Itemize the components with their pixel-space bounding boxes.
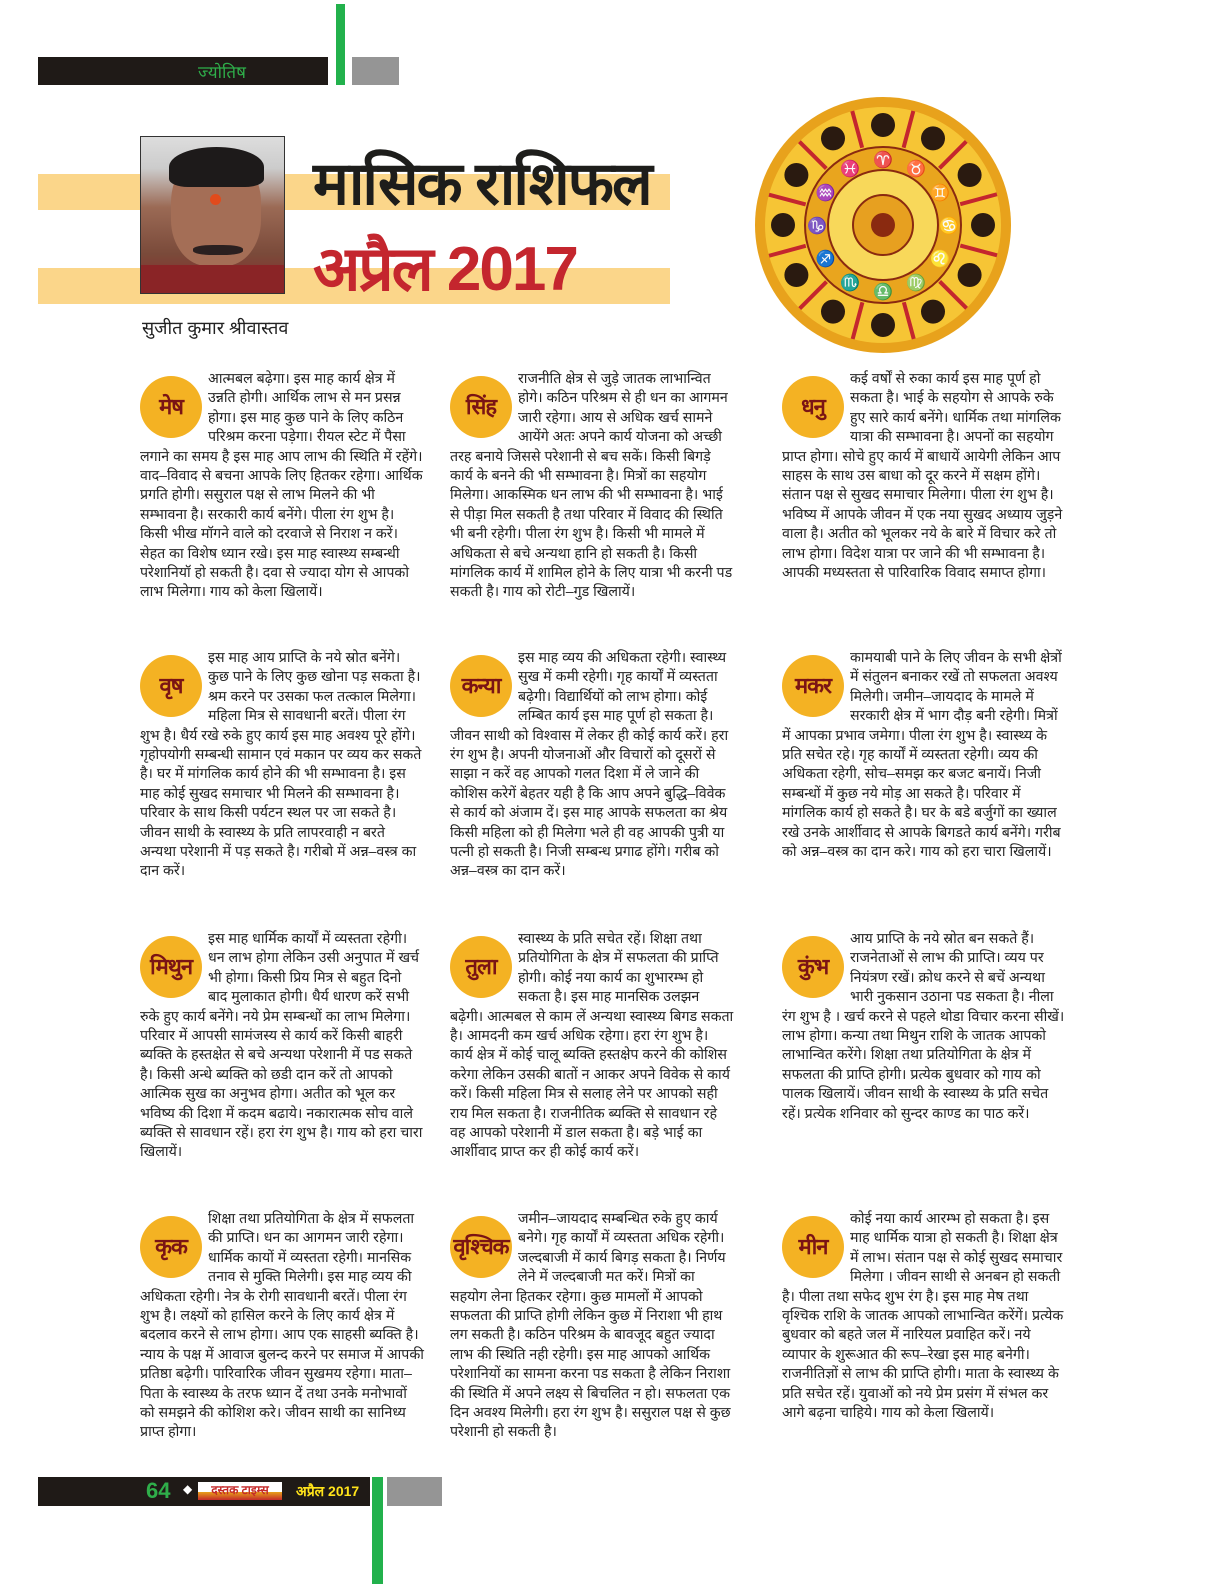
sign-text: शिक्षा तथा प्रतियोगिता के क्षेत्र में सफलता की प्राप्ति। धन का आगमन जारी रहेगा। धार्मिक कायों में व्यस्तता रहेगी। मानसिक तनाव से मुक्ति मिलेगी। इस माह व्यय की अधिकता रहेगी। नेत्र के रोगी सावधानी बरतें। पीला रंग शुभ है। लक्ष्यों को हासिल करने के लिए कार्य क्षेत्र में बदलाव करने से लाभ होगा। आप एक साहसी ब्यक्ति है। न्याय के पक्ष में आवाज बुलन्द करने पर समाज में आपकी प्रतिष्ठा बढ़ेगी। पारिवारिक जीवन सुखमय रहेगा। माता–पिता के स्वास्थ्य के तरफ ध्यान दें तथा उनके मनोभावों को समझने की कोशिश करे। जीवन साथी का सानिध्य प्राप्त होगा। (140, 1211, 424, 1441)
zodiac-symbol-icon: ♑ (807, 218, 827, 235)
sign-text: राजनीति क्षेत्र से जुड़े जातक लाभान्वित होगे। कठिन परिश्रम से ही धन का आगमन जारी रहेगा। आय से अधिक खर्च सामने आयेंगे अतः अपने कार्य योजना को अच्छी तरह बनाये जिससे परेशानी से बच सकें। किसी बिगड़े कार्य के बनने की भी सम्भावना है। मित्रों का सहयोग मिलेगा। आकस्मिक धन लाभ की भी सम्भावना है। भाई से पीड़ा मिल सकती है तथा परिवार में विवाद की स्थिति भी बनी रहेगी। पीला रंग शुभ है। किसी भी मामले में अधिकता से बचे अन्यथा हानि हो सकती है। किसी मांगलिक कार्य में शामिल होने के लिए यात्रा भी करनी पड सकती है। गाय को रोटी–गुड खिलायें। (450, 371, 733, 601)
sign-text: कई वर्षों से रुका कार्य इस माह पूर्ण हो सकता है। भाई के सहयोग से आपके रुके हुए सारे कार्य बनेंगे। धार्मिक तथा मांगलिक यात्रा की सम्भावना है। अपनों का सहयोग प्राप्त होगा। सोचे हुए कार्य में बाधायें आयेगी लेकिन आप साहस के साथ उस बाधा को दूर करने में सक्षम होंगे। संतान पक्ष से सुखद समाचार मिलेगा। पीला रंग शुभ है। भविष्य में आपके जीवन में एक नया सुखद अध्याय जुड़ने वाला है। अतीत को भूलकर नये के बारे में विचार करे तो लाभ होगा। विदेश यात्रा पर जाने की भी सम्भावना है। आपकी मध्यस्तता से पारिवारिक विवाद समाप्त होगा। (782, 371, 1063, 582)
zodiac-figure-icon (921, 300, 945, 324)
zodiac-symbol-icon: ♌ (930, 251, 951, 268)
zodiac-symbol-icon: ♏ (840, 275, 860, 293)
zodiac-symbol-icon: ♈ (873, 152, 893, 169)
section-bar (38, 57, 328, 85)
section-label: ज्योतिष (198, 63, 246, 82)
sign-text: आय प्राप्ति के नये स्रोत बन सकते हैं। राजनेताओं से लाभ की प्राप्ति। व्यय पर नियंत्रण रखें। क्रोध करने से बचें अन्यथा भारी नुकसान उठाना पड सकता है। नीला रंग शुभ है । खर्च करने से पहले थोडा विचार करना सीखें। लाभ होगा। कन्या तथा मिथुन राशि के जातक आपको लाभान्वित करेंगे। शिक्षा तथा प्रतियोगिता के क्षेत्र में सफलता की प्राप्ति होगी। प्रत्येक बुधवार को गाय को पालक खिलायें। जीवन साथी के स्वास्थ्य के प्रति सचेत रहें। प्रत्येक शनिवार को सुन्दर काण्ड का पाठ करें। (782, 931, 1065, 1122)
zodiac-symbol-icon: ♉ (906, 160, 926, 178)
sign-badge: धनु (782, 376, 844, 438)
sign-kark (140, 1210, 424, 1443)
sign-text: स्वास्थ्य के प्रति सचेत रहें। शिक्षा तथा प्रतियोगिता के क्षेत्र में सफलता की प्राप्ति होगी। कोई नया कार्य का शुभारम्भ हो सकता है। इस माह मानसिक उलझन बढ़ेगी। आत्मबल से काम लें अन्यथा स्वास्थ्य बिगड सकता है। आमदनी कम खर्च अधिक रहेगा। हरा रंग शुभ है। कार्य क्षेत्र में कोई चालू ब्यक्ति हस्तक्षेप करने की कोशिस करेगा लेकिन उसकी बातों न आकर अपने विवेक से कार्य करें। किसी महिला मित्र से सलाह लेने पर आपको सही राय मिल सकता है। राजनीतिक ब्यक्ति से सावधान रहे वह आपको परेशानी में डाल सकता है। बड़े भाई का आर्शीवाद प्राप्त कर ही कोई कार्य करें। (450, 931, 734, 1161)
zodiac-figure-icon (871, 313, 895, 337)
zodiac-symbol-icon: ♋ (939, 218, 959, 235)
zodiac-figure-icon (784, 263, 808, 287)
sign-text: आत्मबल बढ़ेगा। इस माह कार्य क्षेत्र में उन्नति होगी। आर्थिक लाभ से मन प्रसन्न होगा। इस माह कुछ पाने के लिए कठिन परिश्रम करना पड़ेगा। रीयल स्टेट में पैसा लगाने का समय है इस माह आप लाभ की स्थिति में रहेंगे। वाद–विवाद से बचना आपके लिए हितकर रहेगा। आर्थिक प्रगति होगी। ससुराल पक्ष से लाभ मिलने की भी सम्भावना है। सरकारी कार्य बनेंगे। पीला रंग शुभ है। किसी भीख मॉगने वाले को दरवाजे से निराश न करें। सेहत का विशेष ध्यान रखे। इस माह स्वास्थ्य सम्बन्धी परेशानियॉ हो सकती है। दवा से ज्यादा योग से आपको लाभ मिलेगा। गाय को केला खिलायें। (140, 371, 423, 601)
sign-text: जमीन–जायदाद सम्बन्धित रुके हुए कार्य बनेगे। गृह कार्यों में व्यस्तता अधिक रहेगी। जल्दबाजी में कार्य बिगड़ सकता है। निर्णय लेने में जल्दबाजी मत करें। मित्रों का सहयोग लेना हितकर रहेगा। कुछ मामलों में आपको सफलता की प्राप्ति होगी लेकिन कुछ में निराशा भी हाथ लग सकती है। कठिन परिश्रम के बावजूद बहुत ज्यादा लाभ की स्थिति नही रहेगी। इस माह आपको आर्थिक परेशानियों का सामना करना पड सकता है लेकिन निराशा की स्थिति में अपने लक्ष्य से बिचलित न हो। सफलता एक दिन अवश्य मिलेगी। हरा रंग शुभ है। ससुराल पक्ष से कुछ परेशानी हो सकती है। (450, 1211, 731, 1441)
sign-badge: सिंह (450, 376, 512, 438)
sign-badge: तुला (450, 936, 512, 998)
zodiac-figure-icon (921, 126, 945, 150)
zodiac-symbol-icon: ♍ (906, 275, 926, 293)
sign-text: कामयाबी पाने के लिए जीवन के सभी क्षेत्रों में संतुलन बनाकर रखें तो सफलता अवश्य मिलेगी। जमीन–जायदाद के मामले में सरकारी क्षेत्र में भाग दौड़ बनी रहेगी। मित्रों में आपका प्रभाव जमेगा। पीला रंग शुभ है। स्वास्थ्य के प्रति सचेत रहे। गृह कार्यों में व्यस्तता रहेगी। व्यय की अधिकता रहेगी, सोच–समझ कर बजट बनायें। निजी सम्बन्धों में कुछ नये मोड़ आ सकते है। परिवार में मांगलिक कार्य हो सकते है। घर के बडे बर्जुगों का ख्याल रखे उनके आर्शीवाद से आपके बिगडते कार्य बनेंगे। गरीब को अन्न–वस्त्र का दान करे। गाय को हरा चारा खिलायें। (782, 650, 1062, 861)
zodiac-symbol-icon: ♐ (815, 251, 836, 268)
sign-meen (782, 1210, 1066, 1423)
zodiac-figure-icon (821, 126, 845, 150)
zodiac-symbol-icon: ♎ (873, 284, 893, 301)
zodiac-figure-icon (958, 263, 982, 287)
zodiac-symbol-icon: ♊ (930, 185, 951, 202)
sign-text: कोई नया कार्य आरम्भ हो सकता है। इस माह धार्मिक यात्रा हो सकती है। शिक्षा क्षेत्र में लाभ। संतान पक्ष से कोई सुखद समाचार मिलेगा । जीवन साथी से अनबन हो सकती है। पीला तथा सफेद शुभ रंग है। इस माह मेष तथा वृश्चिक राशि के जातक आपको लाभान्वित करेंगें। प्रत्येक बुधवार को बहते जल में नारियल प्रवाहित करें। नये व्यापार के शुरूआत की रूप–रेखा इस माह बनेगी। राजनीतिज्ञों से लाभ की प्राप्ति होगी। माता के स्वास्थ्य के प्रति सचेत रहें। युवाओं को नये प्रेम प्रसंग में संभल कर आगे बढ़ना चाहिये। गाय को केला खिलायें। (782, 1211, 1064, 1422)
sign-tula (450, 930, 734, 1163)
sign-text: इस माह व्यय की अधिकता रहेगी। स्वास्थ्य सुख में कमी रहेगी। गृह कार्यों में व्यस्तता बढ़ेगी। विद्यार्थियों को लाभ होगा। कोई लम्बित कार्य इस माह पूर्ण हो सकता है। जीवन साथी को विश्वास में लेकर ही कोई कार्य करें। हरा रंग शुभ है। अपनी योजनाओं और विचारों को दूसरों से साझा न करें वह आपको गलत दिशा में ले जाने की कोशिस करेगें बेहतर यही है कि आप अपने बुद्धि–विवेक से कार्य को अंजाम दें। इस माह आपके सफलता का श्रेय किसी महिला को ही मिलेगा भले ही वह आपकी पुत्री या पत्नी हो सकती है। निजी सम्बन्ध प्रगाढ होंगे। गरीब को अन्न–वस्त्र का दान करें। (450, 650, 729, 880)
magazine-logo: दस्तक टाइम्स (198, 1482, 282, 1500)
sign-vrishchik (450, 1210, 734, 1443)
zodiac-wheel-image (753, 95, 1013, 355)
page-title: मासिक राशिफल (313, 150, 651, 217)
bullet-icon: ◆ (183, 1482, 193, 1496)
sign-text: इस माह धार्मिक कार्यों में व्यस्तता रहेगी। धन लाभ होगा लेकिन उसी अनुपात में खर्च भी होगा। किसी प्रिय मित्र से बहुत दिनो बाद मुलाकात होगी। धैर्य धारण करें सभी रुके हुए कार्य बनेंगे। नये प्रेम सम्बन्धों का लाभ मिलेगा। परिवार में आपसी सामंजस्य से कार्य करें किसी बाहरी ब्यक्ति के हस्तक्षेत से बचे अन्यथा परेशानी में पड सकते है। किसी अन्धे ब्यक्ति को छडी दान करें तो आपको आत्मिक सुख का अनुभव होगा। अतीत को भूल कर भविष्य की दिशा में कदम बढाये। नकारात्मक सोच वाले ब्यक्ति से सावधान रहें। हरा रंग शुभ है। गाय को हरा चारा खिलायें। (140, 931, 423, 1161)
zodiac-symbol-icon: ♒ (815, 185, 836, 202)
zodiac-figure-icon (821, 300, 845, 324)
sign-badge: वृश्चिक (450, 1216, 512, 1278)
sign-simha (450, 370, 734, 603)
sign-makar (782, 649, 1066, 862)
page-number: 64 (146, 1478, 171, 1503)
footer-bar (38, 1477, 370, 1506)
sign-badge: मेष (140, 376, 202, 438)
zodiac-figure-icon (971, 213, 995, 237)
green-divider (336, 4, 345, 85)
sign-mesh (140, 370, 424, 603)
green-divider-footer (372, 1477, 383, 1584)
author-photo (140, 136, 285, 294)
sign-badge: वृष (140, 655, 202, 717)
sign-badge: कृक (140, 1216, 202, 1278)
zodiac-figure-icon (784, 163, 808, 187)
sign-badge: कुंभ (782, 936, 844, 998)
sign-text: इस माह आय प्राप्ति के नये स्रोत बनेंगे। कुछ पाने के लिए कुछ खोना पड़ सकता है। श्रम करने पर उसका फल तत्काल मिलेगा। महिला मित्र से सावधानी बरतें। पीला रंग शुभ है। धैर्य रखे रुके हुए कार्य इस माह अवश्य पूरे होंगे। गृहोपयोगी सम्बन्धी सामान एवं मकान पर व्यय कर सकते है। घर में मांगलिक कार्य होने की भी सम्भावना है। इस माह कोई सुखद समाचार भी मिलने की सम्भावना है। परिवार के साथ किसी पर्यटन स्थल पर जा सकते है। जीवन साथी के स्वास्थ्य के प्रति लापरवाही न बरते अन्यथा परेशानी में पड़ सकते है। गरीबो में अन्न–वस्त्र का दान करें। (140, 650, 422, 880)
sign-kumbh (782, 930, 1066, 1124)
sign-badge: मकर (782, 655, 844, 717)
zodiac-figure-icon (958, 163, 982, 187)
grey-block-footer (387, 1477, 442, 1506)
zodiac-figure-icon (871, 113, 895, 137)
grey-block (352, 57, 399, 85)
issue-date: अप्रैल 2017 (296, 1483, 360, 1499)
sign-dhanu (782, 370, 1066, 583)
sign-badge: मिथुन (140, 936, 202, 998)
sign-vrish (140, 649, 424, 882)
author-name: सुजीत कुमार श्रीवास्तव (142, 318, 289, 338)
sign-badge: कन्या (450, 655, 512, 717)
sign-mithun (140, 930, 424, 1163)
zodiac-figure-icon (771, 213, 795, 237)
sign-kanya (450, 649, 734, 882)
page-subtitle: अप्रैल 2017 (313, 235, 577, 304)
zodiac-symbol-icon: ♓ (840, 160, 860, 178)
sign-badge: मीन (782, 1216, 844, 1278)
